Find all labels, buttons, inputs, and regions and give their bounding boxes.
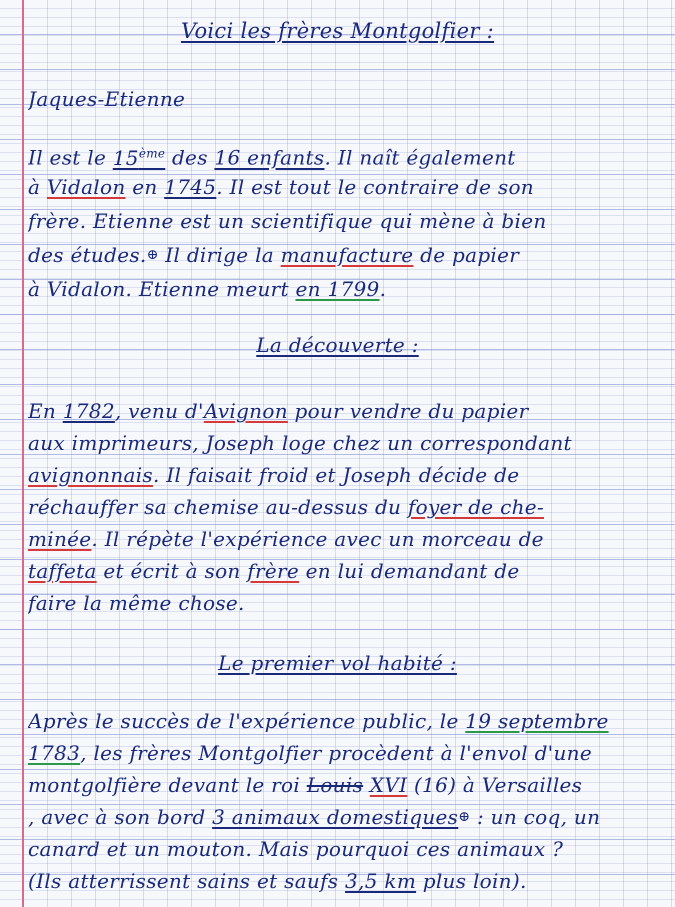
para1-line5 bbox=[28, 276, 669, 302]
text: et écrit à son bbox=[96, 559, 248, 583]
para3-line6 bbox=[28, 868, 669, 894]
text: montgolfière devant le roi bbox=[28, 773, 307, 797]
underlined-text: Vidalon bbox=[46, 175, 126, 199]
underlined-text: XVI bbox=[369, 773, 408, 797]
text: des études. bbox=[28, 243, 147, 267]
para3-line5 bbox=[28, 836, 669, 862]
heading-discovery bbox=[0, 332, 675, 358]
underlined-text: minée bbox=[28, 527, 92, 551]
para2-line1 bbox=[28, 398, 669, 424]
text: Il est le bbox=[28, 145, 113, 170]
text bbox=[363, 773, 370, 797]
para1-line3 bbox=[28, 208, 669, 234]
text: (Ils atterrissent sains et saufs bbox=[28, 869, 346, 893]
text: en lui demandant de bbox=[298, 559, 520, 583]
text: à bbox=[28, 175, 47, 199]
para2-line4 bbox=[28, 494, 669, 520]
text: , venu d' bbox=[114, 399, 204, 423]
text bbox=[113, 146, 166, 170]
text: Louis bbox=[306, 773, 364, 797]
underlined-text: 19 septembre bbox=[465, 709, 609, 733]
text: aux imprimeurs, Joseph loge chez un correspondant bbox=[28, 431, 572, 455]
text: de papier bbox=[413, 243, 520, 267]
text: frère. Etienne est un scientifique qui mène à bien bbox=[28, 209, 547, 233]
underlined-text: 3,5 km bbox=[345, 869, 417, 893]
underlined-text: avignonnais bbox=[28, 463, 153, 487]
text: pour vendre du papier bbox=[287, 399, 529, 423]
text: plus loin). bbox=[416, 869, 527, 893]
para3-line2 bbox=[28, 740, 669, 766]
para2-line6 bbox=[28, 558, 669, 584]
heading-text: Le premier vol habité : bbox=[218, 651, 457, 675]
underlined-text: taffeta bbox=[28, 559, 97, 583]
page-title bbox=[0, 18, 675, 44]
text: , avec à son bord bbox=[28, 805, 213, 829]
para2-line7 bbox=[28, 590, 669, 616]
text: , les frères Montgolfier procèdent à l'envol d'une bbox=[80, 741, 592, 765]
para3-line3 bbox=[28, 772, 669, 798]
para3-line4 bbox=[28, 804, 669, 830]
text: . Il faisait froid et Joseph décide de bbox=[153, 463, 520, 487]
text: : un coq, un bbox=[470, 805, 601, 829]
para2-line3 bbox=[28, 462, 669, 488]
para1-line2 bbox=[28, 174, 669, 200]
text: . bbox=[379, 277, 387, 301]
para2-line2 bbox=[28, 430, 669, 456]
para1-line1 bbox=[28, 140, 669, 171]
underlined-text: foyer de che- bbox=[407, 495, 544, 519]
underlined-text: manufacture bbox=[280, 243, 414, 267]
underlined-text: frère bbox=[247, 559, 299, 583]
text: . Il est tout le contraire de son bbox=[216, 175, 534, 199]
underlined-text: 1745 bbox=[164, 175, 217, 199]
footnote-mark-icon: ⊕ bbox=[146, 247, 159, 263]
text: Après le succès de l'expérience public, le bbox=[28, 709, 466, 733]
underlined-text: 1782 bbox=[62, 399, 115, 423]
subtitle bbox=[28, 86, 669, 112]
underlined-text: 3 animaux domestiques bbox=[212, 805, 459, 829]
text: faire la même chose. bbox=[28, 591, 245, 615]
para1-line4 bbox=[28, 242, 669, 268]
text: . Il répète l'expérience avec un morceau de bbox=[91, 527, 544, 551]
text: 15 bbox=[112, 145, 139, 170]
underlined-text: en 1799 bbox=[295, 277, 380, 301]
superscript: ème bbox=[138, 146, 166, 160]
text: En bbox=[28, 399, 63, 423]
subtitle-text: Jaques-Etienne bbox=[28, 87, 186, 111]
text: . Il naît également bbox=[324, 145, 516, 170]
text: réchauffer sa chemise au-dessus du bbox=[28, 495, 408, 519]
text: canard et un mouton. Mais pourquoi ces animaux ? bbox=[28, 837, 564, 861]
underlined-text: 1783 bbox=[28, 741, 81, 765]
text: à Vidalon. Etienne meurt bbox=[28, 277, 296, 301]
para3-line1 bbox=[28, 708, 669, 734]
underlined-text: Avignon bbox=[203, 399, 288, 423]
heading-first-flight bbox=[0, 650, 675, 676]
underlined-text: 16 enfants bbox=[214, 145, 325, 170]
text: Il dirige la bbox=[158, 243, 281, 267]
text: en bbox=[125, 175, 165, 199]
para2-line5 bbox=[28, 526, 669, 552]
page-title-text: Voici les frères Montgolfier : bbox=[180, 19, 495, 43]
text: des bbox=[165, 145, 215, 170]
text: (16) à Versailles bbox=[407, 773, 583, 797]
heading-text: La découverte : bbox=[256, 333, 419, 357]
footnote-mark-icon: ⊕ bbox=[458, 809, 471, 825]
